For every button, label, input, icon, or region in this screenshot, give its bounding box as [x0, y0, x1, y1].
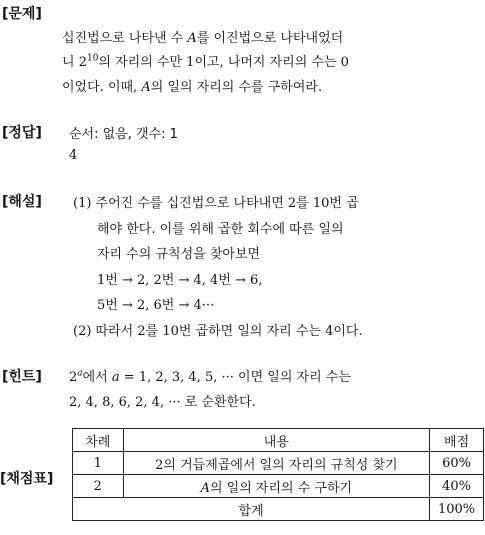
header-content: 내용: [123, 429, 430, 452]
solution-line-6: (2) 따라서 2를 10번 곱하면 일의 자리 수는 4이다.: [73, 324, 363, 339]
solution-label: [해설]: [2, 194, 42, 210]
solution-line-1: (1) 주어진 수를 십진법으로 나타내면 2를 10번 곱: [73, 196, 359, 211]
total-points: 100%: [430, 498, 484, 521]
answer-label: [정답]: [2, 125, 42, 141]
total-label: 합계: [73, 498, 430, 521]
row-content: 2의 거듭제곱에서 일의 자리의 규칙성 찾기: [123, 452, 430, 475]
problem-line-2: 니 $2^{10}$의 자리의 수만 1이고, 나머지 자리의 수는 0: [62, 53, 349, 70]
row-order: 1: [73, 452, 124, 475]
rubric-total-row: [73, 498, 484, 521]
row-points: 40%: [430, 475, 484, 498]
problem-line-3: 이었다. 이때, A의 일의 자리의 수를 구하여라.: [62, 80, 323, 95]
hint-label: [힌트]: [2, 369, 42, 385]
table-row: [73, 475, 484, 498]
solution-line-5: 5번 → 2, 6번 → 4···: [97, 298, 215, 313]
rubric-label: [채점표]: [0, 471, 54, 487]
answer-value: 4: [69, 148, 78, 163]
row-points: 60%: [430, 452, 484, 475]
problem-label: [문제]: [2, 6, 42, 22]
header-points: 배점: [430, 429, 484, 452]
solution-line-2: 해야 한다. 이를 위해 곱한 회수에 따른 일의: [97, 222, 344, 237]
solution-line-4: 1번 → 2, 2번 → 4, 4번 → 6,: [97, 273, 263, 288]
rubric-header-row: [73, 429, 484, 452]
solution-line-3: 자리 수의 규칙성을 찾아보면: [97, 247, 261, 262]
problem-line-1: 십진법으로 나타낸 수 A를 이진법으로 나타내었더: [62, 31, 344, 46]
answer-line-1: 순서: 없음, 갯수: 1: [69, 127, 178, 142]
row-order: 2: [73, 475, 124, 498]
header-order: 차례: [73, 429, 124, 452]
hint-line-1: 2$^a$에서 a = 1, 2, 3, 4, 5, ··· 이면 일의 자리 수는: [69, 368, 351, 385]
row-content: A의 일의 자리의 수 구하기: [123, 475, 430, 498]
hint-line-2: 2, 4, 8, 6, 2, 4, ··· 로 순환한다.: [69, 395, 256, 410]
table-row: [73, 452, 484, 475]
rubric-table: [72, 428, 484, 521]
